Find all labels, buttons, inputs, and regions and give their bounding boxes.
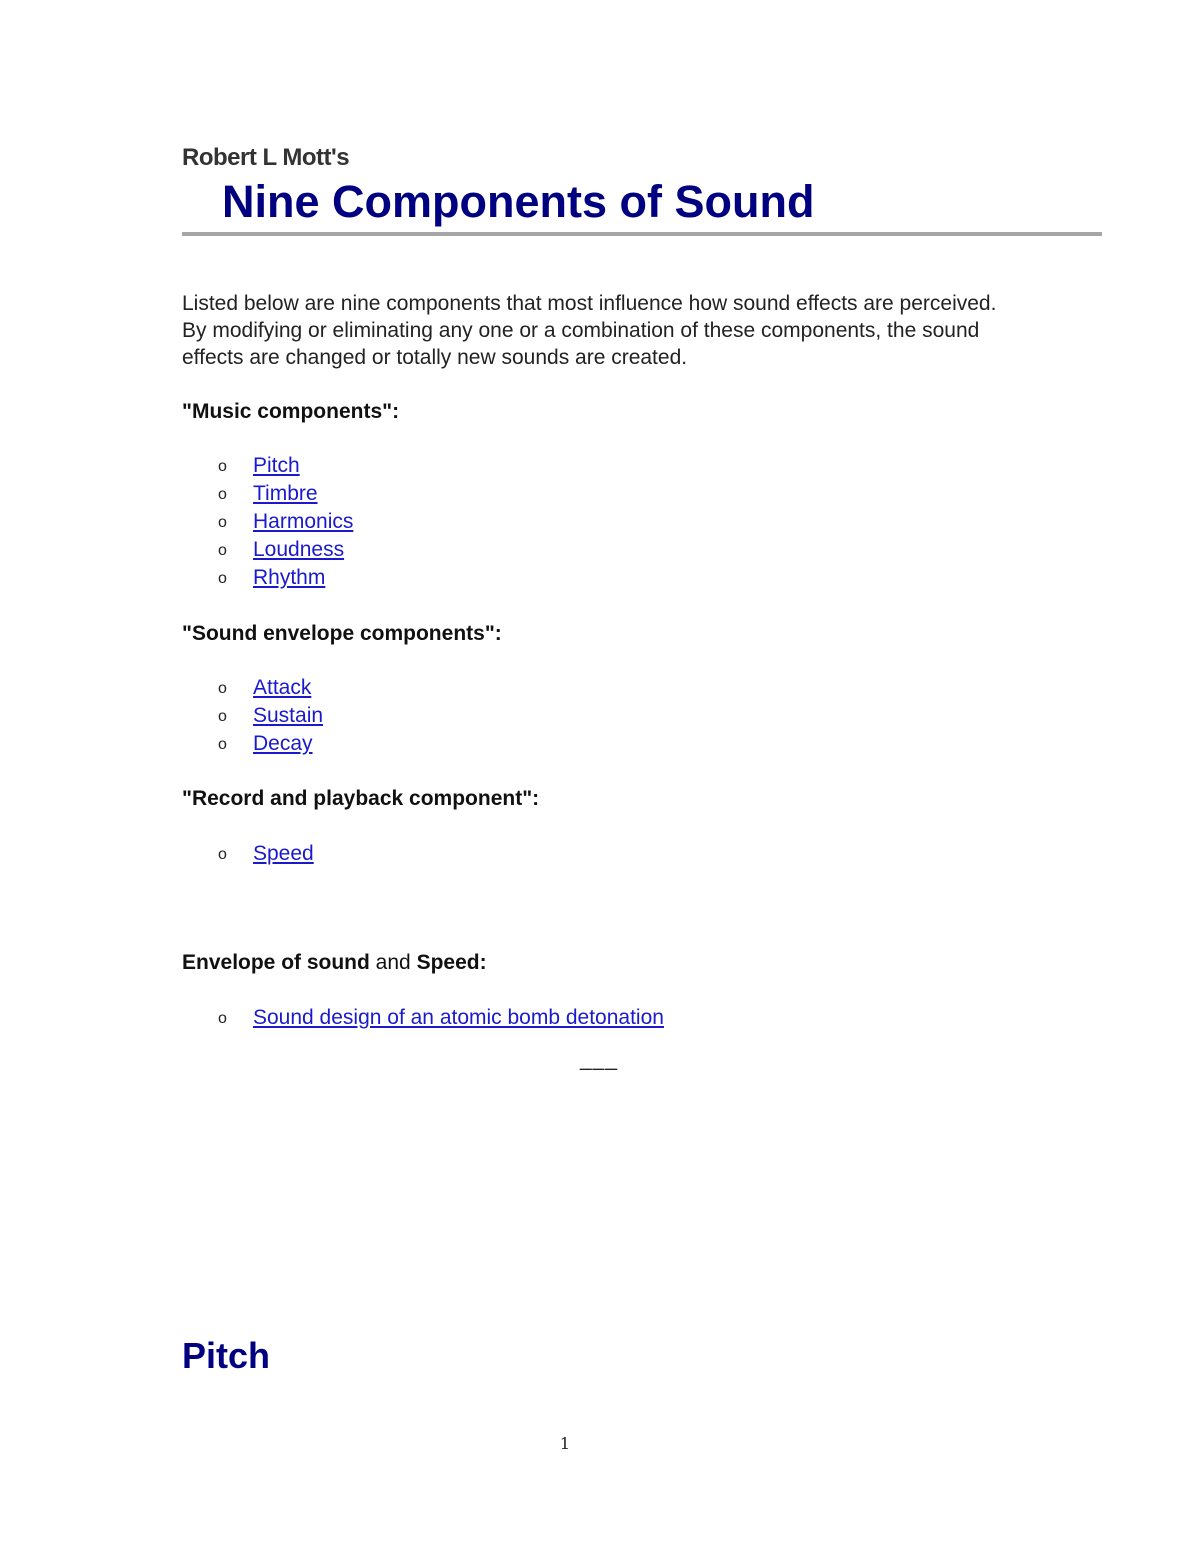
heading-part-and: and	[369, 951, 417, 974]
pitch-section-heading: Pitch	[182, 1335, 271, 1376]
section-heading-envelope: "Sound envelope components":	[182, 622, 502, 645]
list-item	[182, 452, 1102, 480]
envelope-components-list	[182, 674, 1102, 758]
page-number: 1	[559, 1434, 571, 1453]
list-item	[182, 1004, 1102, 1032]
link-decay[interactable]: Decay	[253, 732, 313, 755]
bullet-icon: o	[218, 458, 227, 475]
list-item	[182, 840, 1102, 868]
bullet-icon: o	[218, 680, 227, 697]
link-loudness[interactable]: Loudness	[253, 538, 345, 561]
music-components-list	[182, 452, 1102, 592]
bullet-icon: o	[218, 514, 227, 531]
list-item	[182, 480, 1102, 508]
link-speed[interactable]: Speed	[253, 842, 314, 865]
bullet-icon: o	[218, 846, 227, 863]
link-harmonics[interactable]: Harmonics	[253, 510, 354, 533]
list-item	[182, 536, 1102, 564]
heading-part-envelope: Envelope of sound	[182, 951, 370, 974]
section-heading-envelope-speed	[182, 949, 1102, 976]
bullet-icon: o	[218, 542, 227, 559]
page-content	[182, 143, 1102, 1032]
link-sustain[interactable]: Sustain	[253, 704, 324, 727]
author-name: Robert L Mott's	[182, 144, 350, 171]
bullet-icon: o	[218, 570, 227, 587]
intro-paragraph: Listed below are nine components that most influence how sound effects are perceived. By modifying or eliminating any one or a combination of these components, the sound effects are changed or totally new sounds are created.	[182, 292, 997, 369]
link-atomic-bomb-sound-design[interactable]: Sound design of an atomic bomb detonation	[253, 1006, 664, 1029]
bullet-icon: o	[218, 736, 227, 753]
page-title: Nine Components of Sound	[222, 176, 815, 227]
list-item	[182, 674, 1102, 702]
title-divider	[182, 232, 1102, 236]
bullet-icon: o	[218, 708, 227, 725]
heading-part-speed: Speed:	[416, 951, 487, 974]
list-item	[182, 564, 1102, 592]
list-item	[182, 702, 1102, 730]
list-item	[182, 730, 1102, 758]
envelope-speed-list	[182, 1004, 1102, 1032]
bullet-icon: o	[218, 486, 227, 503]
link-pitch[interactable]: Pitch	[253, 454, 300, 477]
link-timbre[interactable]: Timbre	[253, 482, 318, 505]
list-item	[182, 508, 1102, 536]
section-separator: ___	[580, 1048, 619, 1071]
record-playback-list	[182, 840, 1102, 868]
bullet-icon: o	[218, 1010, 227, 1027]
section-heading-music: "Music components":	[182, 400, 400, 423]
link-rhythm[interactable]: Rhythm	[253, 566, 326, 589]
section-heading-record-playback: "Record and playback component":	[182, 787, 540, 810]
link-attack[interactable]: Attack	[253, 676, 312, 699]
